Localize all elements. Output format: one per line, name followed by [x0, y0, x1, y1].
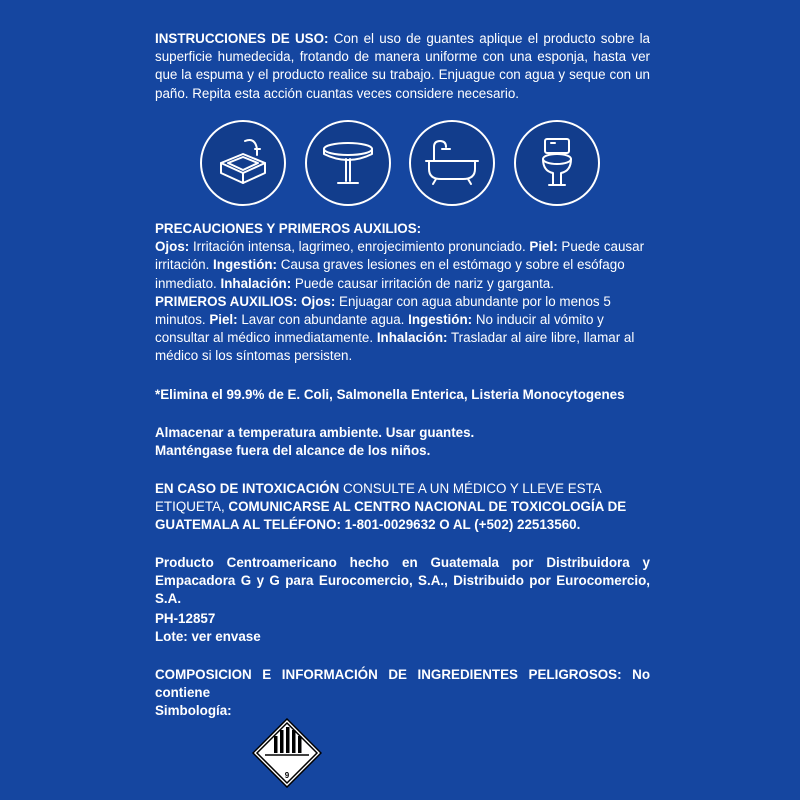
storage-section: [155, 424, 650, 460]
instructions-section: [155, 30, 650, 103]
fa-ingestion-text: No inducir al vómito y consultar al médico inmediatamente.: [155, 312, 604, 346]
fa-eyes-text: Enjuagar con agua abundante por lo menos 5 minutos.: [155, 293, 611, 328]
intoxication-section: [155, 480, 650, 535]
intoxication-heading: EN CASO DE INTOXICACIÓN: [155, 481, 340, 496]
first-aid-label: PRIMEROS AUXILIOS:: [155, 293, 298, 309]
toxicology-contact: COMUNICARSE AL CENTRO NACIONAL DE TOXICOLOGÍA DE GUATEMALA AL TELÉFONO: 1-801-0029632 O AL (+502) 22513560.: [155, 499, 627, 533]
precautions-heading: PRECAUCIONES Y PRIMEROS AUXILIOS:: [155, 221, 422, 236]
fa-eyes-label: Ojos:: [297, 293, 336, 309]
storage-line-2: Manténgase fuera del alcance de los niños.: [155, 443, 431, 459]
hazard-class-number: 9: [284, 771, 290, 780]
fa-skin-text: Lavar con abundante agua.: [237, 312, 409, 328]
producer-text: Producto Centroamericano hecho en Guatemala por Distribuidora y Empacadora G y G para Eurocomercio, S.A., Distribuido por Eurocomercio, S.A.: [155, 555, 650, 607]
instructions-text: Con el uso de guantes aplique el producto sobre la superficie humedecida, frotando de manera uniforme con una esponja, hasta ver que la espuma y el producto realice su trabajo. Enjuague con agua y seque con un paño. Repita esta acción cuantas veces considere necesario.: [155, 31, 650, 101]
precautions-section: [155, 220, 650, 366]
efficacy-claim: [155, 386, 650, 404]
sink-icon: [200, 120, 286, 206]
ingestion-text: Causa graves lesiones en el estómago y sobre el esófago inmediato.: [155, 257, 625, 291]
fa-inhalation-label: Inhalación:: [376, 330, 448, 346]
eyes-label: Ojos:: [155, 239, 190, 255]
composition-text: COMPOSICION E INFORMACIÓN DE INGREDIENTES PELIGROSOS: No contiene: [155, 667, 650, 701]
code-section: [155, 610, 650, 646]
bathtub-icon: [409, 120, 495, 206]
producer-section: [155, 554, 650, 609]
inhalation-label: Inhalación:: [220, 275, 292, 291]
instructions-heading: INSTRUCCIONES DE USO:: [155, 31, 329, 46]
fa-skin-label: Piel:: [209, 312, 238, 328]
hazard-class-9-icon: [252, 718, 322, 788]
fa-ingestion-label: Ingestión:: [408, 312, 473, 328]
fa-inhalation-text: Trasladar al aire libre, llamar al médico si los síntomas persisten.: [155, 330, 635, 364]
ingestion-label: Ingestión:: [213, 257, 278, 273]
eyes-text: Irritación intensa, lagrimeo, enrojecimiento pronunciado.: [189, 239, 530, 255]
product-code: PH-12857: [155, 611, 216, 626]
storage-line-1: Almacenar a temperatura ambiente. Usar guantes.: [155, 425, 475, 440]
skin-label: Piel:: [529, 239, 558, 255]
usage-icons: [200, 120, 600, 206]
inhalation-text: Puede causar irritación de nariz y garganta.: [291, 275, 554, 291]
intoxication-text: CONSULTE A UN MÉDICO Y LLEVE ESTA ETIQUETA,: [155, 481, 601, 515]
symbology-label: Simbología:: [155, 703, 232, 719]
lot-text: Lote: ver envase: [155, 629, 261, 645]
claim-text: *Elimina el 99.9% de E. Coli, Salmonella Enterica, Listeria Monocytogenes: [155, 387, 625, 402]
composition-section: [155, 666, 650, 721]
skin-text: Puede causar irritación.: [155, 239, 645, 273]
table-icon: [305, 120, 391, 206]
toilet-icon: [514, 120, 600, 206]
